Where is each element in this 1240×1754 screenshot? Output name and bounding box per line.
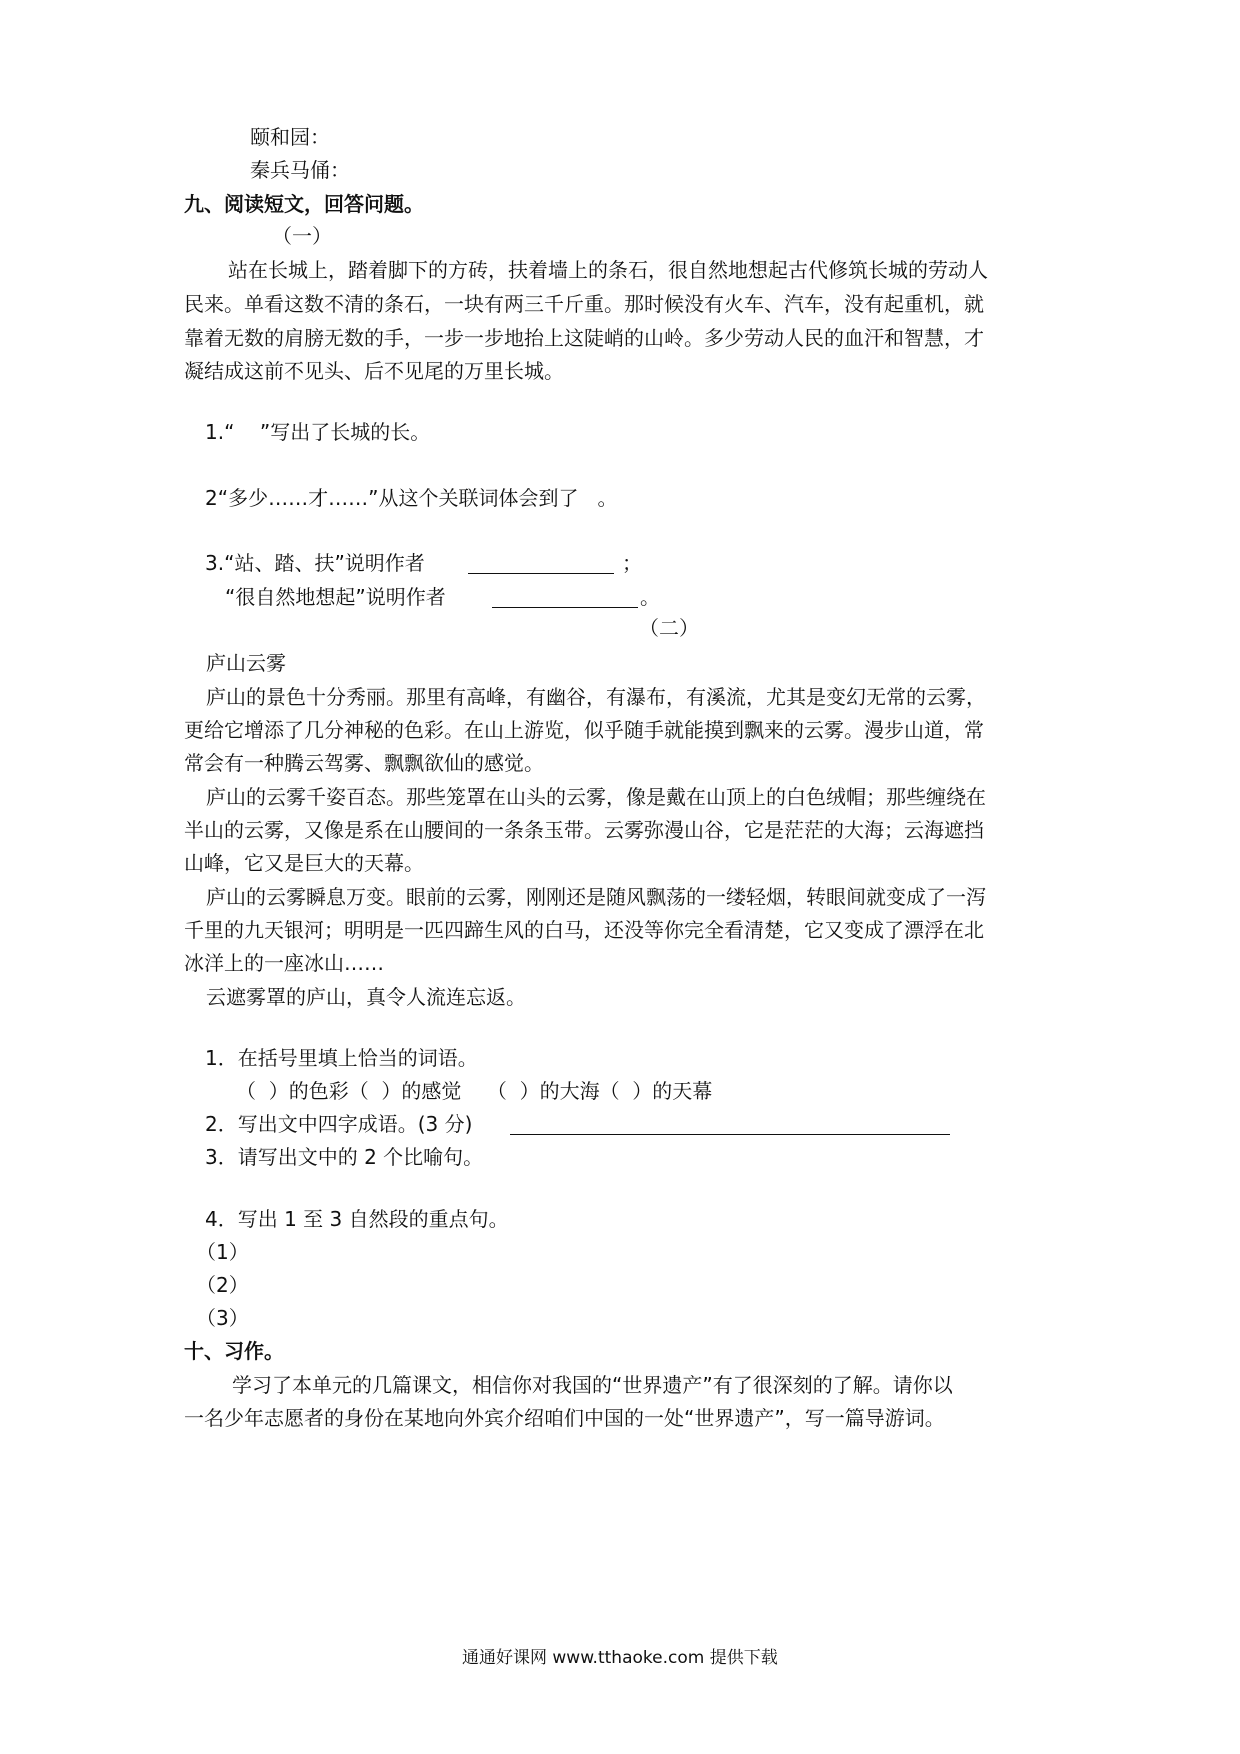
part1-question-3b-end: 。 — [640, 585, 660, 609]
passage-line: 山峰，它又是巨大的天幕。 — [184, 851, 424, 875]
answer-blank-idioms[interactable] — [510, 1134, 950, 1135]
paragraph-line: 民来。单看这数不清的条石，一块有两三千斤重。那时候没有火车、汽车，没有起重机，就 — [184, 292, 984, 316]
part1-question-3b: “很自然地想起”说明作者 — [225, 585, 446, 609]
part2-question-1-fill: （ ）的色彩（ ）的感觉 （ ）的大海（ ）的天幕 — [236, 1079, 713, 1103]
pre-item-terracotta: 秦兵马俑： — [250, 158, 350, 182]
paragraph-line: 靠着无数的肩膀无数的手，一步一步地抬上这陡峭的山岭。多少劳动人民的血汗和智慧，才 — [184, 326, 984, 350]
section9-title: 九、阅读短文，回答问题。 — [184, 192, 424, 216]
passage-line: 云遮雾罩的庐山，真令人流连忘返。 — [206, 985, 526, 1009]
part1-question-3a: 3.“站、踏、扶”说明作者 — [205, 551, 425, 575]
part2-question-1: 1．在括号里填上恰当的词语。 — [205, 1046, 478, 1070]
pre-item-summer-palace: 颐和园： — [250, 125, 330, 149]
part1-label: （一） — [272, 224, 332, 248]
part2-label: （二） — [639, 616, 699, 640]
part2-title: 庐山云雾 — [206, 651, 286, 675]
part1-question-3a-end: ； — [622, 551, 642, 575]
key-sentence-2: （2） — [196, 1273, 249, 1297]
passage-line: 庐山的景色十分秀丽。那里有高峰，有幽谷，有瀑布，有溪流，尤其是变幻无常的云雾， — [206, 685, 986, 709]
passage-line: 庐山的云雾千姿百态。那些笼罩在山头的云雾，像是戴在山顶上的白色绒帽；那些缠绕在 — [206, 785, 986, 809]
passage-line: 更给它增添了几分神秘的色彩。在山上游览，似乎随手就能摸到飘来的云雾。漫步山道，常 — [184, 718, 984, 742]
essay-line: 一名少年志愿者的身份在某地向外宾介绍咱们中国的一处“世界遗产”，写一篇导游词。 — [184, 1406, 945, 1430]
passage-line: 半山的云雾，又像是系在山腰间的一条条玉带。云雾弥漫山谷，它是茫茫的大海；云海遮挡 — [184, 818, 984, 842]
paragraph-line: 凝结成这前不见头、后不见尾的万里长城。 — [184, 359, 564, 383]
passage-line: 庐山的云雾瞬息万变。眼前的云雾，刚刚还是随风飘荡的一缕轻烟，转眼间就变成了一泻 — [206, 885, 986, 909]
paragraph-line: 站在长城上，踏着脚下的方砖，扶着墙上的条石，很自然地想起古代修筑长城的劳动人 — [228, 258, 988, 282]
passage-line: 冰洋上的一座冰山…… — [184, 951, 384, 975]
part2-question-4: 4．写出 1 至 3 自然段的重点句。 — [205, 1207, 509, 1231]
passage-line: 常会有一种腾云驾雾、飘飘欲仙的感觉。 — [184, 751, 544, 775]
section10-title: 十、习作。 — [184, 1339, 284, 1363]
key-sentence-3: （3） — [196, 1306, 249, 1330]
answer-blank-3b[interactable] — [492, 607, 638, 608]
passage-line: 千里的九天银河；明明是一匹四蹄生风的白马，还没等你完全看清楚，它又变成了漂浮在北 — [184, 918, 984, 942]
part1-question-1: 1.“ ”写出了长城的长。 — [205, 420, 431, 444]
part2-question-3: 3．请写出文中的 2 个比喻句。 — [205, 1145, 484, 1169]
key-sentence-1: （1） — [196, 1240, 249, 1264]
essay-line: 学习了本单元的几篇课文，相信你对我国的“世界遗产”有了很深刻的了解。请你以 — [232, 1373, 953, 1397]
part1-question-2: 2“多少……才……”从这个关联词体会到了 。 — [205, 486, 618, 510]
part2-question-2: 2．写出文中四字成语。(3 分) — [205, 1112, 473, 1136]
answer-blank-3a[interactable] — [468, 573, 614, 574]
page-footer: 通通好课网 www.tthaoke.com 提供下载 — [462, 1648, 778, 1668]
